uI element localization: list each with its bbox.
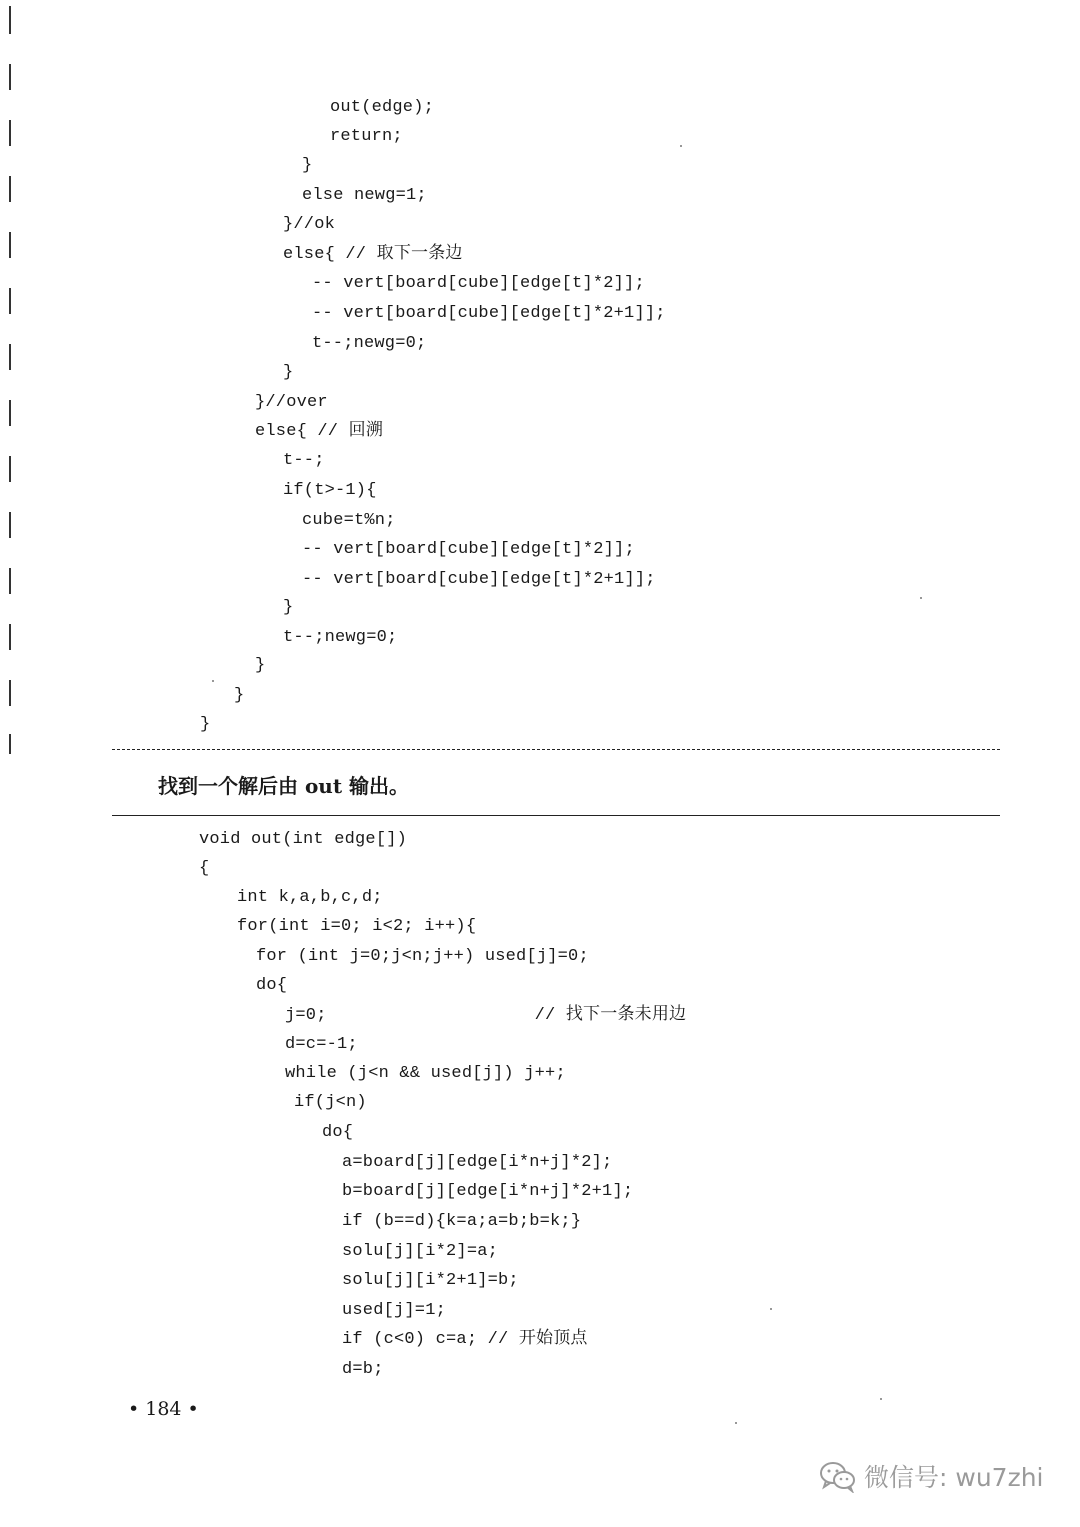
code-line: -- vert[board[cube][edge[t]*2+1]]; xyxy=(302,570,656,589)
code-line: t--;newg=0; xyxy=(283,628,398,647)
code-line: } xyxy=(283,363,294,382)
code-line: void out(int edge[]) xyxy=(199,830,408,849)
code-line: -- vert[board[cube][edge[t]*2]]; xyxy=(312,274,645,293)
code-line: do{ xyxy=(256,976,288,995)
code-line: a=board[j][edge[i*n+j]*2]; xyxy=(342,1153,613,1172)
code-line: solu[j][i*2]=a; xyxy=(342,1242,499,1261)
code-line: d=b; xyxy=(342,1360,384,1379)
code-line: return; xyxy=(330,127,403,146)
code-line: do{ xyxy=(322,1123,354,1142)
code-line: } xyxy=(302,156,313,175)
code-line: } xyxy=(283,598,294,617)
section-divider-bottom xyxy=(112,815,1000,816)
code-line: j=0; // 找下一条未用边 xyxy=(285,1006,687,1025)
code-line: t--;newg=0; xyxy=(312,334,427,353)
code-line: } xyxy=(255,656,266,675)
code-line: if(j<n) xyxy=(294,1093,367,1112)
code-line: while (j<n && used[j]) j++; xyxy=(285,1064,566,1083)
code-line: used[j]=1; xyxy=(342,1301,447,1320)
code-line: { xyxy=(199,859,210,878)
code-line: for(int i=0; i<2; i++){ xyxy=(237,917,477,936)
code-line: t--; xyxy=(283,451,325,470)
code-line: for (int j=0;j<n;j++) used[j]=0; xyxy=(256,947,589,966)
section-divider-top xyxy=(112,749,1000,750)
code-line: int k,a,b,c,d; xyxy=(237,888,383,907)
code-line: else{ // 回溯 xyxy=(255,422,384,441)
code-line: out(edge); xyxy=(330,98,435,117)
code-line: } xyxy=(200,715,211,734)
code-line: if (c<0) c=a; // 开始顶点 xyxy=(342,1330,588,1349)
wechat-watermark xyxy=(818,1458,1043,1494)
code-line: d=c=-1; xyxy=(285,1035,358,1054)
watermark-text: 微信号: wu7zhi xyxy=(864,1463,1044,1492)
code-line: } xyxy=(234,686,245,705)
code-line: else newg=1; xyxy=(302,186,427,205)
code-line: if (b==d){k=a;a=b;b=k;} xyxy=(342,1212,582,1231)
wechat-icon xyxy=(818,1459,858,1493)
code-line: }//over xyxy=(255,393,328,412)
code-line: -- vert[board[cube][edge[t]*2]]; xyxy=(302,540,635,559)
code-line: }//ok xyxy=(283,215,336,234)
code-line: if(t>-1){ xyxy=(283,481,377,500)
code-line: solu[j][i*2+1]=b; xyxy=(342,1271,519,1290)
code-line: -- vert[board[cube][edge[t]*2+1]]; xyxy=(312,304,666,323)
code-line: cube=t%n; xyxy=(302,511,396,530)
page-number: • 184 • xyxy=(128,1398,199,1420)
section-caption: 找到一个解后由 out 输出。 xyxy=(158,774,410,798)
code-line: else{ // 取下一条边 xyxy=(283,245,463,264)
code-line: b=board[j][edge[i*n+j]*2+1]; xyxy=(342,1182,634,1201)
